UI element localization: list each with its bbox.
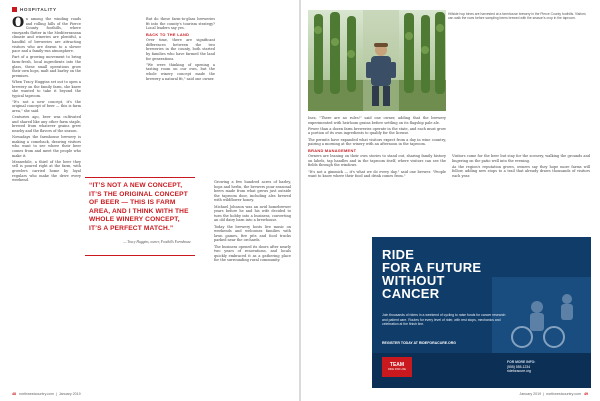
paragraph: Visitors come for the beer but stay for the scenery, walking the grounds and lingering on the patio well into the evening. xyxy=(452,154,590,163)
paragraph: Michael Johnson was an avid homebrewer years before he and his wife decided to turn the hobby into a business, converting an old dairy barn into a brewhouse. xyxy=(214,204,291,223)
article-column-4 xyxy=(452,154,590,180)
paragraph: The business opened its doors after nearly two years of renovations, and locals quickly embraced it as a gathering place for the surrounding rural community. xyxy=(214,244,291,263)
article-column-3 xyxy=(308,116,446,180)
ad-contact-label: FOR MORE INFO: xyxy=(507,360,536,364)
section-marker-icon xyxy=(12,7,17,12)
paragraph: Fewer than a dozen farm breweries operate in the state, and each must grow a portion of its own ingredients to qualify for the license. xyxy=(308,126,446,136)
paragraph: As the region's reputation grows, owners say they hope more farms will follow, adding new stops to a trail that already draws thousands of visitors each year. xyxy=(452,164,590,178)
folio-date: January 2019 xyxy=(519,392,542,396)
paragraph: But do these farm-to-glass breweries fit into the county's tourism strategy? Local leaders say yes. xyxy=(146,17,215,31)
charity-ride-advertisement[interactable] xyxy=(372,237,591,388)
folio-publication: northwestcountry.com xyxy=(546,392,581,396)
paragraph: Inez, "There are no rules!" said one owner, adding that the brewery experimented with heirloom grains before settling on its flagship pale ale. xyxy=(308,116,446,125)
article-column-2-lower xyxy=(214,180,291,264)
ad-contact-info xyxy=(507,360,587,374)
paragraph: The permits have expanded what visitors expect from a day in wine country, pairing a morning at the winery with an afternoon in the taproom. xyxy=(308,137,446,147)
paragraph: Owners are leaning on their own stories to stand out, sharing family history on labels, tap handles and in the taproom itself, where visitors can see the fields through the windows. xyxy=(308,154,446,168)
hop-field-photo xyxy=(308,10,446,111)
ad-contact-phone[interactable]: (555) 555-1234 xyxy=(507,364,531,369)
intro-paragraph: On among the winding roads and rolling hills of the Pierce County foothills, where vineyards flutter in the Mediterranean climate and wineries are plentiful, a handful of breweries are attracting visitors who are drawn to a slower pace and a family-run atmosphere. xyxy=(12,14,81,54)
folio-date: January 2019 xyxy=(58,392,81,396)
ad-headline xyxy=(382,248,582,300)
team-logo-text: TEAM xyxy=(389,362,405,368)
dropcap: O xyxy=(12,14,25,31)
article-column-2 xyxy=(146,17,215,83)
subhead-back-to-the-land: BACK TO THE LAND xyxy=(146,31,190,37)
folio-separator: | xyxy=(55,392,57,396)
section-label: HOSPITALITY xyxy=(20,7,57,12)
ad-register-link[interactable]: REGISTER TODAY AT RIDEFORACURE.ORG xyxy=(382,341,457,345)
ad-headline-line: FOR A FUTURE xyxy=(382,260,482,275)
ad-contact-web[interactable]: rideforacure.org xyxy=(507,369,531,373)
ad-headline-line: RIDE xyxy=(382,247,415,262)
folio-separator: | xyxy=(543,392,545,396)
ad-headline-line: CANCER xyxy=(382,286,440,301)
folio-left xyxy=(12,392,81,396)
paragraph: Today the brewery hosts live music on weekends and welcomes families with lawn games, fire pits and food trucks parked near the orchards. xyxy=(214,224,291,243)
page-gutter xyxy=(299,0,301,401)
folio-right xyxy=(519,392,588,396)
photo-caption: Hillside hop bines are harvested at a farmhouse brewery in the Pierce County foothills. Visitors can walk the rows before sampling beers brewed with the season's crop in the taproom. xyxy=(448,12,586,21)
paragraph: Nowadays the farmhouse brewery is making a comeback, drawing visitors who want to see where their beer comes from and meet the people who make it. xyxy=(12,135,81,158)
ad-body-text: Join thousands of riders in a weekend of cycling to raise funds for cancer research and patient care. Routes for every level of rider, with rest stops, mechanics and celebration at the finish line. xyxy=(382,313,506,327)
paragraph: "We were thinking of opening a tasting room on our own, but the whole winery concept made the brewery a natural fit," said one owner. xyxy=(146,62,215,81)
article-column-1 xyxy=(12,14,81,184)
page-number: 48 xyxy=(12,392,16,396)
pull-quote xyxy=(85,172,195,250)
paragraph: "It's not a new concept, it's the original concept of beer — this is farm area," she said. xyxy=(12,99,81,114)
team-logo-subtext: RIDE FOR LIFE xyxy=(388,368,406,371)
paragraph: "It's not a gimmick — it's what we do every day," said one brewer. "People want to know where their food and drink comes from." xyxy=(308,169,446,179)
pull-quote-rule xyxy=(85,177,195,178)
ad-headline-line: WITHOUT xyxy=(382,273,445,288)
paragraph: Growing a few hundred acres of barley, hops and herbs, the brewers pour seasonal beers made from what grows just outside the taproom door, including ales brewed with wildflower honey. xyxy=(214,180,291,203)
subhead-brand-management: BRAND MANAGEMENT xyxy=(308,147,357,153)
pull-quote-rule xyxy=(85,255,195,256)
paragraph: Meanwhile, a third of the beer they sell is poured right at the farm, with growlers carried home by loyal regulars who make the drive every weekend. xyxy=(12,159,81,183)
paragraph: Part of a growing movement to bring farm-fresh, local ingredients into the glass, these small operations grow their own hops, malt and barley on the premises. xyxy=(12,55,81,78)
paragraph: When Tracy Huggins set out to open a brewery on the family farm, she knew she wanted to take it beyond the typical taproom. xyxy=(12,79,81,98)
team-logo xyxy=(382,357,412,377)
paragraph: Centuries ago, beer was cultivated and shared like any other farm staple, brewed from whatever grains grew nearby and the flavors of the season. xyxy=(12,115,81,134)
page-number: 49 xyxy=(584,392,588,396)
paragraph: Over time, there are significant differences between the two breweries in the county, both started by families who have farmed the land for generations. xyxy=(146,38,215,61)
hop-field-illustration xyxy=(308,10,446,111)
pull-quote-text: “IT’S NOT A NEW CONCEPT, IT’S THE ORIGINAL CONCEPT OF BEER — THIS IS FARM AREA, AND I THINK WITH THE WHOLE WINERY CONCEPT, IT’S A PERFECT MATCH.” xyxy=(89,182,189,232)
folio-publication: northwestcountry.com xyxy=(19,392,54,396)
pull-quote-attribution: — Tracy Huggins, owner, Foothills Farmhouse xyxy=(123,239,191,244)
section-tag xyxy=(12,7,57,12)
